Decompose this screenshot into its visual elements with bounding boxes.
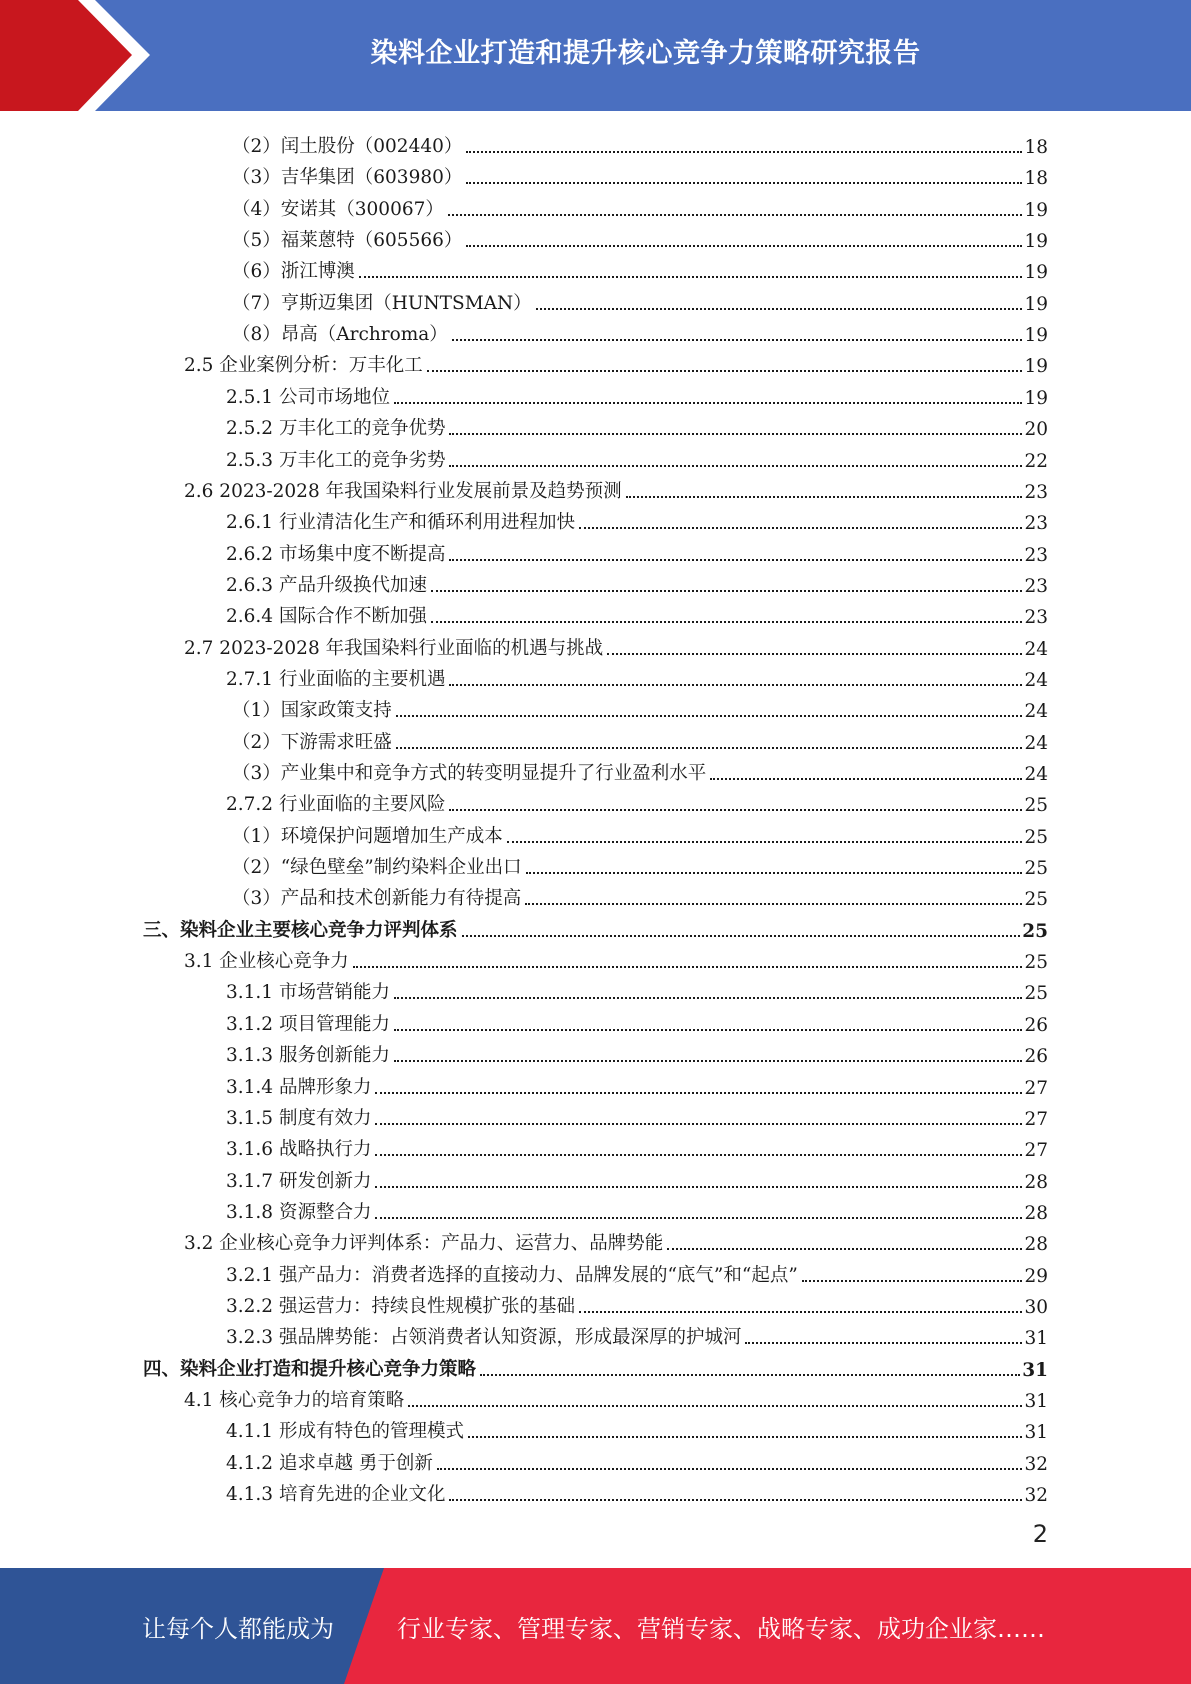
toc-entry-page: 23 xyxy=(1024,481,1048,503)
toc-entry[interactable] xyxy=(232,284,1048,315)
footer-slogan-left: 让每个人都能成为 xyxy=(142,1614,334,1643)
toc-entry[interactable] xyxy=(232,315,1048,346)
toc-entry-page: 18 xyxy=(1024,137,1048,158)
toc-dot-leader xyxy=(466,182,1022,184)
toc-entry[interactable] xyxy=(226,1099,1048,1130)
page-number: 2 xyxy=(1032,1520,1048,1548)
toc-entry-page: 28 xyxy=(1024,1171,1048,1193)
toc-dot-leader xyxy=(448,214,1023,216)
toc-dot-leader xyxy=(353,966,1023,968)
toc-entry-page: 26 xyxy=(1024,1046,1048,1068)
toc-entry-page: 25 xyxy=(1022,920,1048,942)
toc-entry-page: 19 xyxy=(1024,199,1048,221)
toc-entry[interactable] xyxy=(226,1193,1048,1224)
toc-entry[interactable] xyxy=(226,1318,1048,1349)
toc-entry-page: 23 xyxy=(1024,575,1048,597)
toc-entry-title: 三、染料企业主要核心竞争力评判体系 xyxy=(143,919,458,941)
toc-entry[interactable] xyxy=(226,785,1048,816)
header-arrow-decoration xyxy=(0,0,260,111)
toc-entry-page: 19 xyxy=(1024,325,1048,347)
toc-dot-leader xyxy=(449,433,1022,435)
toc-entry[interactable] xyxy=(226,409,1048,440)
toc-entry-title: 3.2.1 强产品力：消费者选择的直接动力、品牌发展的“底气”和“起点” xyxy=(226,1264,798,1286)
toc-entry-page: 24 xyxy=(1024,764,1048,785)
toc-dot-leader xyxy=(375,1186,1022,1188)
toc-entry[interactable] xyxy=(232,754,1048,785)
toc-entry-page: 23 xyxy=(1024,607,1048,629)
toc-entry[interactable] xyxy=(232,221,1048,252)
toc-entry-page: 18 xyxy=(1024,168,1048,190)
toc-entry-title: 4.1.1 形成有特色的管理模式 xyxy=(226,1421,464,1443)
toc-dot-leader xyxy=(427,370,1023,372)
toc-dot-leader xyxy=(452,339,1023,341)
toc-entry[interactable] xyxy=(184,1381,1048,1412)
toc-entry[interactable] xyxy=(184,346,1048,377)
toc-dot-leader xyxy=(449,559,1022,561)
toc-dot-leader xyxy=(375,1123,1022,1125)
toc-entry-page: 31 xyxy=(1024,1391,1048,1412)
toc-entry[interactable] xyxy=(226,566,1048,597)
toc-entry-page: 32 xyxy=(1024,1485,1048,1507)
toc-entry-page: 27 xyxy=(1024,1140,1048,1162)
toc-entry-title: 3.1.7 研发创新力 xyxy=(226,1170,372,1192)
toc-entry-title: （3）吉华集团（603980） xyxy=(232,167,463,189)
toc-dot-leader xyxy=(466,245,1022,247)
toc-dot-leader xyxy=(437,1468,1023,1470)
toc-entry[interactable] xyxy=(226,378,1048,409)
toc-dot-leader xyxy=(626,496,1023,498)
toc-entry[interactable] xyxy=(226,1036,1048,1067)
toc-dot-leader xyxy=(745,1342,1022,1344)
toc-dot-leader xyxy=(375,1217,1022,1219)
toc-entry-page: 31 xyxy=(1024,1422,1048,1444)
toc-entry[interactable] xyxy=(226,597,1048,628)
toc-dot-leader xyxy=(802,1280,1023,1282)
toc-entry-title: （2）闰土股份（002440） xyxy=(232,136,463,157)
toc-entry-title: 3.1 企业核心竞争力 xyxy=(184,951,349,973)
toc-entry-title: 2.5 企业案例分析：万丰化工 xyxy=(184,355,423,377)
toc-dot-leader xyxy=(579,1311,1022,1313)
toc-entry-page: 24 xyxy=(1024,701,1048,723)
toc-entry-title: 4.1.3 培育先进的企业文化 xyxy=(226,1484,446,1506)
toc-entry-title: 2.6.1 行业清洁化生产和循环利用进程加快 xyxy=(226,512,575,534)
toc-entry-title: 2.5.1 公司市场地位 xyxy=(226,386,390,408)
toc-entry-title: 四、染料企业打造和提升核心竞争力策略 xyxy=(143,1358,477,1380)
toc-entry-page: 22 xyxy=(1024,450,1048,472)
toc-entry-title: （1）国家政策支持 xyxy=(232,700,392,722)
footer-slogan-right: 行业专家、管理专家、营销专家、战略专家、成功企业家…… xyxy=(397,1614,1045,1643)
toc-entry-title: 3.2.3 强品牌势能：占领消费者认知资源，形成最深厚的护城河 xyxy=(226,1327,742,1349)
toc-entry-title: （3）产业集中和竞争方式的转变明显提升了行业盈利水平 xyxy=(232,763,707,784)
toc-dot-leader xyxy=(710,778,1022,780)
toc-entry[interactable] xyxy=(226,535,1048,566)
toc-entry-title: 3.1.4 品牌形象力 xyxy=(226,1076,372,1098)
toc-entry-title: （7）亨斯迈集团（HUNTSMAN） xyxy=(232,292,532,314)
toc-entry-title: 3.1.1 市场营销能力 xyxy=(226,982,390,1004)
toc-entry[interactable] xyxy=(226,1475,1048,1506)
toc-entry-title: 2.5.2 万丰化工的竞争优势 xyxy=(226,418,446,440)
toc-dot-leader xyxy=(507,841,1023,843)
toc-dot-leader xyxy=(525,903,1022,905)
toc-entry[interactable] xyxy=(232,252,1048,283)
toc-entry[interactable] xyxy=(226,660,1048,691)
toc-entry[interactable] xyxy=(143,911,1048,942)
toc-dot-leader xyxy=(579,527,1022,529)
toc-entry-page: 26 xyxy=(1024,1014,1048,1036)
toc-entry-title: （1）环境保护问题增加生产成本 xyxy=(232,825,503,847)
toc-entry-title: （4）安诺其（300067） xyxy=(232,198,444,220)
toc-dot-leader xyxy=(462,935,1021,937)
toc-entry-title: （2）下游需求旺盛 xyxy=(232,731,392,753)
toc-dot-leader xyxy=(667,1248,1022,1250)
toc-entry-title: 2.7.2 行业面临的主要风险 xyxy=(226,794,446,816)
toc-dot-leader xyxy=(449,809,1022,811)
toc-entry-page: 27 xyxy=(1024,1077,1048,1099)
toc-dot-leader xyxy=(536,308,1023,310)
toc-entry[interactable] xyxy=(226,1068,1048,1099)
toc-entry[interactable] xyxy=(226,973,1048,1004)
toc-entry-page: 19 xyxy=(1024,293,1048,315)
toc-entry-page: 24 xyxy=(1024,732,1048,754)
toc-dot-leader xyxy=(526,872,1023,874)
toc-entry[interactable] xyxy=(184,629,1048,660)
toc-entry-page: 29 xyxy=(1024,1265,1048,1287)
toc-entry-title: 3.2.2 强运营力：持续良性规模扩张的基础 xyxy=(226,1295,575,1317)
toc-entry-page: 28 xyxy=(1024,1234,1048,1256)
toc-entry-page: 25 xyxy=(1024,952,1048,974)
toc-entry-page: 19 xyxy=(1024,387,1048,409)
toc-entry[interactable] xyxy=(232,691,1048,722)
toc-entry-title: （6）浙江博澳 xyxy=(232,261,355,283)
toc-entry-page: 25 xyxy=(1024,983,1048,1005)
toc-entry-page: 32 xyxy=(1024,1453,1048,1475)
toc-entry[interactable] xyxy=(232,158,1048,189)
toc-entry-page: 24 xyxy=(1024,638,1048,660)
toc-entry[interactable] xyxy=(226,1444,1048,1475)
toc-dot-leader xyxy=(394,402,1022,404)
toc-entry-page: 25 xyxy=(1024,858,1048,880)
toc-entry-title: 2.6 2023-2028 年我国染料行业发展前景及趋势预测 xyxy=(184,480,622,502)
toc-dot-leader xyxy=(468,1436,1022,1438)
toc-entry-page: 27 xyxy=(1024,1108,1048,1130)
toc-dot-leader xyxy=(359,276,1023,278)
toc-dot-leader xyxy=(480,1374,1020,1376)
toc-dot-leader xyxy=(396,715,1023,717)
toc-entry[interactable] xyxy=(226,1005,1048,1036)
toc-entry-page: 31 xyxy=(1022,1359,1048,1381)
toc-entry-title: 2.6.4 国际合作不断加强 xyxy=(226,606,427,628)
toc-dot-leader xyxy=(375,1092,1022,1094)
toc-entry-page: 25 xyxy=(1024,826,1048,848)
toc-dot-leader xyxy=(449,684,1022,686)
toc-entry[interactable] xyxy=(226,503,1048,534)
toc-entry[interactable] xyxy=(232,127,1048,158)
toc-entry-title: 2.6.2 市场集中度不断提高 xyxy=(226,543,446,565)
toc-dot-leader xyxy=(431,590,1022,592)
toc-entry-title: 3.1.6 战略执行力 xyxy=(226,1139,372,1161)
toc-entry[interactable] xyxy=(232,848,1048,879)
toc-dot-leader xyxy=(394,997,1022,999)
toc-entry-page: 24 xyxy=(1024,669,1048,691)
toc-entry-page: 31 xyxy=(1024,1328,1048,1350)
toc-dot-leader xyxy=(396,747,1023,749)
toc-entry[interactable] xyxy=(184,942,1048,973)
toc-dot-leader xyxy=(449,465,1022,467)
toc-dot-leader xyxy=(375,1154,1022,1156)
toc-entry[interactable] xyxy=(184,472,1048,503)
toc-entry-page: 23 xyxy=(1024,513,1048,535)
toc-entry-title: 3.1.8 资源整合力 xyxy=(226,1201,372,1223)
toc-entry-title: （5）福莱蒽特（605566） xyxy=(232,230,463,252)
toc-dot-leader xyxy=(607,653,1022,655)
toc-entry-title: 4.1.2 追求卓越 勇于创新 xyxy=(226,1452,433,1474)
toc-entry-title: 4.1 核心竞争力的培育策略 xyxy=(184,1390,405,1411)
toc-entry[interactable] xyxy=(232,723,1048,754)
toc-entry[interactable] xyxy=(143,1350,1048,1381)
toc-entry-page: 25 xyxy=(1024,795,1048,817)
toc-entry-title: 2.7.1 行业面临的主要机遇 xyxy=(226,668,446,690)
toc-entry[interactable] xyxy=(226,441,1048,472)
toc-entry-page: 23 xyxy=(1024,544,1048,566)
report-title: 染料企业打造和提升核心竞争力策略研究报告 xyxy=(370,37,921,69)
page-footer xyxy=(0,1568,1191,1684)
toc-entry-title: （3）产品和技术创新能力有待提高 xyxy=(232,888,522,910)
toc-entry[interactable] xyxy=(232,879,1048,910)
toc-entry-title: （8）昂高（Archroma） xyxy=(232,324,448,346)
toc-dot-leader xyxy=(394,1060,1022,1062)
toc-dot-leader xyxy=(431,621,1022,623)
toc-entry[interactable] xyxy=(232,190,1048,221)
toc-entry[interactable] xyxy=(184,1224,1048,1255)
toc-entry-title: （2）“绿色壁垒”制约染料企业出口 xyxy=(232,857,522,879)
toc-entry-page: 25 xyxy=(1024,889,1048,911)
toc-dot-leader xyxy=(449,1499,1022,1501)
toc-entry-page: 30 xyxy=(1024,1296,1048,1318)
toc-entry[interactable] xyxy=(226,1287,1048,1318)
toc-entry-title: 3.1.3 服务创新能力 xyxy=(226,1045,390,1067)
toc-entry-page: 19 xyxy=(1024,231,1048,253)
toc-entry-page: 19 xyxy=(1024,262,1048,284)
toc-entry-page: 28 xyxy=(1024,1202,1048,1224)
toc-entry-page: 20 xyxy=(1024,419,1048,441)
toc-entry-title: 2.7 2023-2028 年我国染料行业面临的机遇与挑战 xyxy=(184,637,604,659)
toc-entry-title: 2.5.3 万丰化工的竞争劣势 xyxy=(226,449,446,471)
toc-entry-title: 3.1.2 项目管理能力 xyxy=(226,1013,390,1035)
toc-entry[interactable] xyxy=(226,1256,1048,1287)
toc-entry[interactable] xyxy=(226,1130,1048,1161)
toc-entry[interactable] xyxy=(232,817,1048,848)
toc-dot-leader xyxy=(466,151,1022,153)
toc-entry-title: 3.1.5 制度有效力 xyxy=(226,1107,372,1129)
toc-entry-title: 3.2 企业核心竞争力评判体系：产品力、运营力、品牌势能 xyxy=(184,1233,664,1255)
toc-entry[interactable] xyxy=(226,1412,1048,1443)
toc-dot-leader xyxy=(394,1029,1022,1031)
toc-dot-leader xyxy=(408,1405,1022,1407)
toc-entry-page: 19 xyxy=(1024,356,1048,378)
toc-entry-title: 2.6.3 产品升级换代加速 xyxy=(226,574,427,596)
toc-entry[interactable] xyxy=(226,1162,1048,1193)
page-header xyxy=(0,0,1191,111)
